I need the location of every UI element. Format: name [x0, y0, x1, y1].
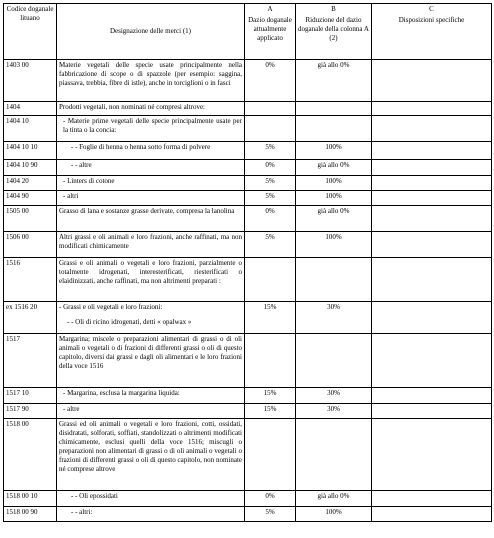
row-col-a: 5% — [245, 507, 296, 522]
row-code: 1404 20 — [4, 176, 57, 191]
row-description — [57, 302, 245, 334]
table-row — [4, 419, 492, 491]
row-code: 1518 00 10 — [4, 491, 57, 507]
header-col-c-letter: C — [429, 5, 434, 13]
row-col-a: 5% — [245, 176, 296, 191]
row-col-c — [372, 60, 492, 102]
row-description-subline: - - Oli di ricino idrogenati, detti « opalwax » — [67, 318, 192, 326]
row-col-a: 15% — [245, 388, 296, 404]
row-col-b — [296, 102, 372, 116]
header-col-c-text: Disposizioni specifiche — [398, 16, 465, 24]
row-col-b: 30% — [296, 404, 372, 419]
row-col-b: 100% — [296, 232, 372, 258]
row-code: 1517 — [4, 334, 57, 388]
table-row — [4, 60, 492, 102]
row-col-a: 0% — [245, 60, 296, 102]
header-col-a — [245, 4, 296, 60]
row-col-b: già allo 0% — [296, 60, 372, 102]
row-col-a: 5% — [245, 142, 296, 160]
row-col-a — [245, 419, 296, 491]
row-col-b — [296, 334, 372, 388]
table-row — [4, 302, 492, 334]
row-col-a: 5% — [245, 191, 296, 206]
row-code: 1506 00 — [4, 232, 57, 258]
row-code: 1505 00 — [4, 206, 57, 232]
row-description: - altre — [57, 404, 245, 419]
header-col-a-text: Dazio doganale attualmente applicato — [248, 16, 292, 42]
row-description: - Linters di cotone — [57, 176, 245, 191]
header-description: Designazione delle merci (1) — [57, 4, 245, 60]
row-col-c — [372, 507, 492, 522]
row-description: Altri grassi e oli animali e loro frazioni, anche raffinati, ma non modificati chimicamente — [57, 232, 245, 258]
table-row — [4, 334, 492, 388]
row-col-b: 30% — [296, 388, 372, 404]
table-row — [4, 176, 492, 191]
row-description: - Materie prime vegetali delle specie principalmente usate per la tinta o la concia: — [57, 116, 245, 142]
row-description: - altri — [57, 191, 245, 206]
table-row — [4, 507, 492, 522]
table-row — [4, 102, 492, 116]
row-code: 1404 10 10 — [4, 142, 57, 160]
row-code: 1518 00 90 — [4, 507, 57, 522]
row-code: 1404 10 90 — [4, 160, 57, 176]
header-col-b-text: Riduzione del dazio doganale della colonna A (2) — [298, 16, 369, 42]
row-col-a: 0% — [245, 160, 296, 176]
row-code: 1404 90 — [4, 191, 57, 206]
row-description: - - Oli epossidati — [57, 491, 245, 507]
row-col-b: 100% — [296, 191, 372, 206]
table-row — [4, 206, 492, 232]
row-col-b: 100% — [296, 176, 372, 191]
header-code: Codice doganale lituano — [4, 4, 57, 60]
row-col-c — [372, 258, 492, 302]
row-col-b: 100% — [296, 507, 372, 522]
row-col-a — [245, 102, 296, 116]
row-description: - - Foglie di henna o henna sotto forma di polvere — [57, 142, 245, 160]
header-col-b — [296, 4, 372, 60]
table-row — [4, 191, 492, 206]
table-row — [4, 404, 492, 419]
row-code: 1517 10 — [4, 388, 57, 404]
row-description: Margarina; miscele o preparazioni alimentari di grassi o di oli animali o vegetali o di frazioni di differenti grassi o oli di questo capitolo, diversi dai grassi e dagli oli alimentari e le loro frazioni della voce 1516 — [57, 334, 245, 388]
row-code: 1516 — [4, 258, 57, 302]
table-header-row — [4, 4, 492, 60]
header-col-c — [372, 4, 492, 60]
row-description: - - altre — [57, 160, 245, 176]
header-col-a-letter: A — [267, 5, 273, 13]
row-col-c — [372, 419, 492, 491]
row-description: - Margarina, esclusa la margarina liquida: — [57, 388, 245, 404]
table-row — [4, 491, 492, 507]
row-col-b — [296, 116, 372, 142]
table-row — [4, 258, 492, 302]
row-description: Grasso di lana e sostanze grasse derivate, compresa la lanolina — [57, 206, 245, 232]
row-description: Grassi e oli animali o vegetali e loro frazioni, parzialmente o totalmente idrogenati, interesterificati, riesterificati o elaidinizzati, anche raffinati, ma non altrimenti preparati : — [57, 258, 245, 302]
row-col-b — [296, 419, 372, 491]
row-col-a: 0% — [245, 206, 296, 232]
row-description: - - altri: — [57, 507, 245, 522]
row-col-a — [245, 334, 296, 388]
row-col-b: già allo 0% — [296, 160, 372, 176]
row-col-c — [372, 404, 492, 419]
row-code: 1404 — [4, 102, 57, 116]
row-col-c — [372, 176, 492, 191]
row-description: Grassi ed oli animali o vegetali e loro frazioni, cotti, ossidati, disidratati, solforati, soffiati, standolizzati o altrimenti modificati chimicamente, esclusi quelli della voce 1516; miscugli o preparazioni non alimentari di grassi o di oli animali o vegetali o frazioni di differenti grassi o oli di questo capitolo, non nominate né comprese altrove — [57, 419, 245, 491]
row-code: 1403 00 — [4, 60, 57, 102]
row-code: 1404 10 — [4, 116, 57, 142]
row-col-b: già allo 0% — [296, 491, 372, 507]
row-description: Materie vegetali delle specie usate principalmente nella fabbricazione di scope o di spazzole (per esempio: saggina, piassava, trebbia, fibre di istle), anche in torciglioni o in fasci — [57, 60, 245, 102]
row-col-b: 100% — [296, 142, 372, 160]
row-col-c — [372, 191, 492, 206]
row-code: 1518 00 — [4, 419, 57, 491]
row-col-c — [372, 334, 492, 388]
row-code: 1517 90 — [4, 404, 57, 419]
row-col-a: 15% — [245, 302, 296, 334]
row-col-c — [372, 142, 492, 160]
row-col-b: 30% — [296, 302, 372, 334]
table-row — [4, 142, 492, 160]
table-row — [4, 232, 492, 258]
row-col-a: 0% — [245, 491, 296, 507]
row-col-c — [372, 302, 492, 334]
row-col-c — [372, 232, 492, 258]
row-col-c — [372, 388, 492, 404]
row-col-c — [372, 491, 492, 507]
row-col-c — [372, 102, 492, 116]
table-row — [4, 160, 492, 176]
table-row — [4, 388, 492, 404]
row-col-b — [296, 258, 372, 302]
header-col-b-letter: B — [331, 5, 336, 13]
row-col-a: 5% — [245, 232, 296, 258]
row-col-a — [245, 116, 296, 142]
row-description-line: - Grassi e oli vegetali e loro frazioni: — [59, 303, 163, 311]
row-col-c — [372, 206, 492, 232]
row-col-c — [372, 160, 492, 176]
row-col-c — [372, 116, 492, 142]
table-row — [4, 116, 492, 142]
row-code: ex 1516 20 — [4, 302, 57, 334]
tariff-table — [3, 3, 492, 522]
row-col-a: 15% — [245, 404, 296, 419]
row-col-b: già allo 0% — [296, 206, 372, 232]
row-col-a — [245, 258, 296, 302]
row-description: Prodotti vegetali, non nominati né compresi altrove: — [57, 102, 245, 116]
